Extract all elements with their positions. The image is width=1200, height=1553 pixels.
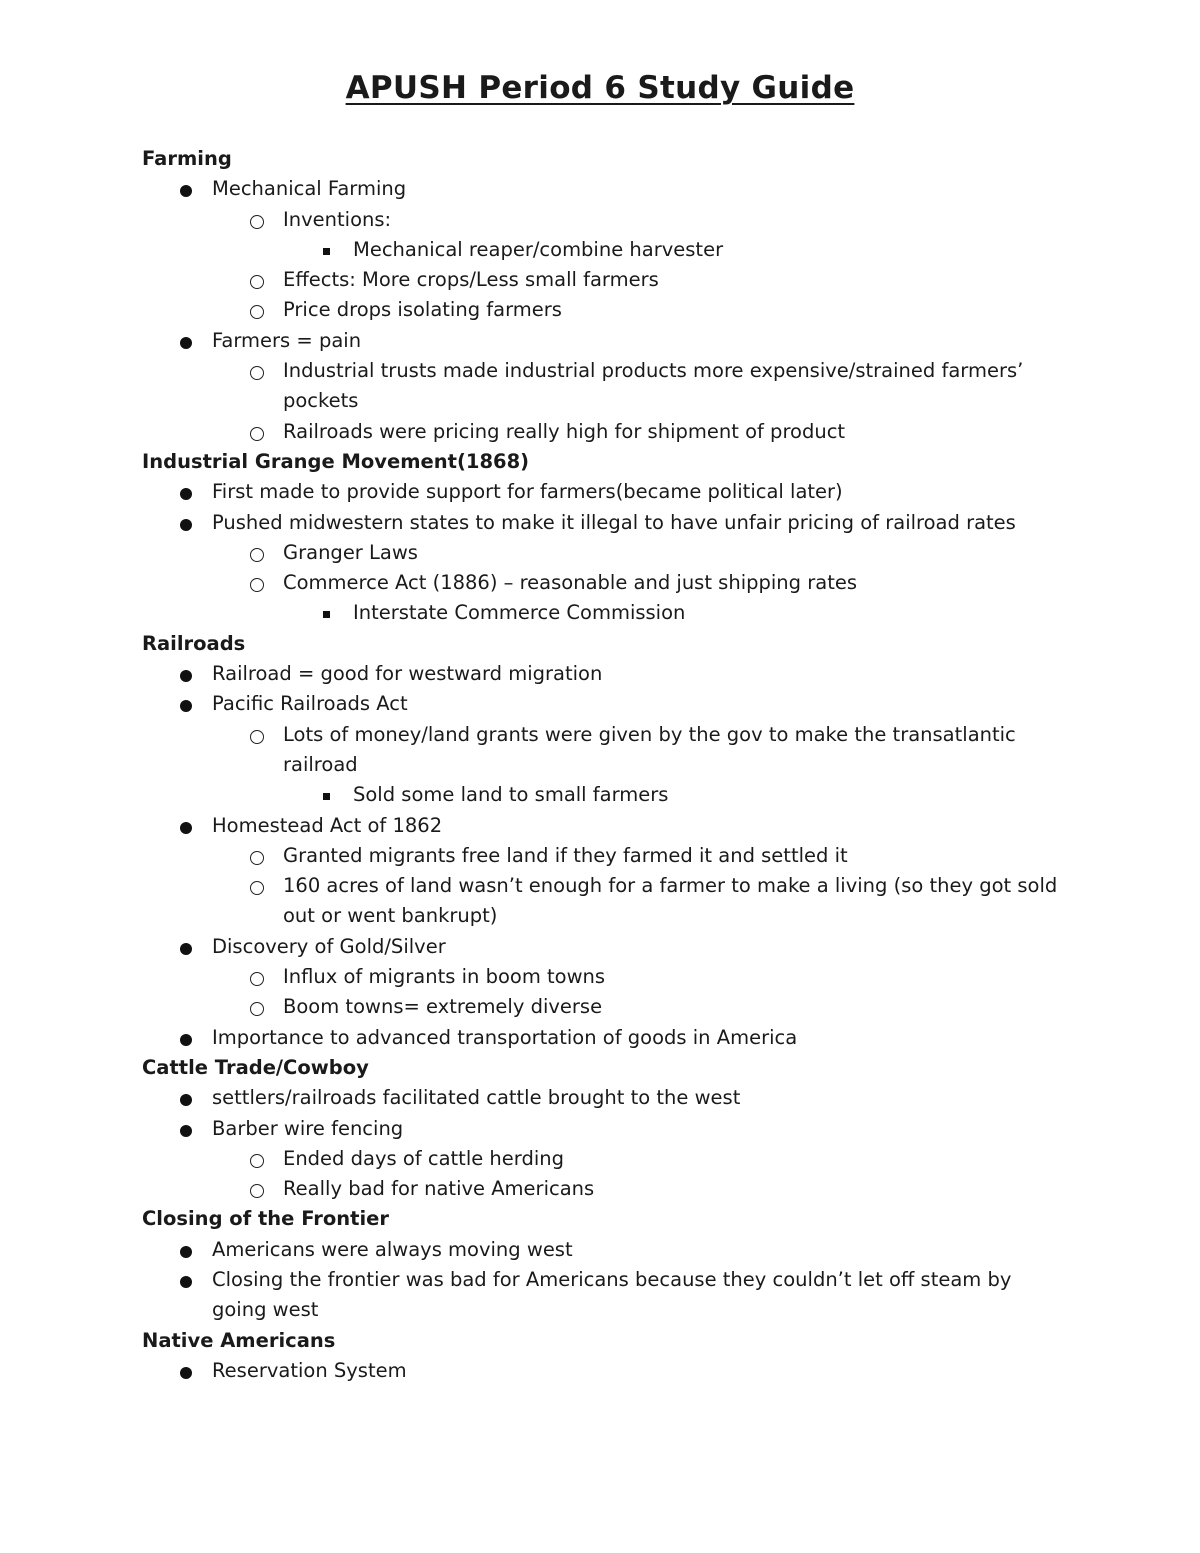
- list-item-text: Sold some land to small farmers: [353, 783, 669, 807]
- filled-circle-bullet-icon: [180, 1276, 192, 1288]
- section-heading: Cattle Trade/Cowboy: [142, 1055, 369, 1079]
- square-bullet-icon: [323, 611, 330, 618]
- list-item-text: Railroads were pricing really high for shipment of product: [283, 419, 846, 443]
- list-item-text: Importance to advanced transportation of goods in America: [212, 1025, 798, 1049]
- list-item-level-2: [142, 841, 1072, 871]
- list-item-level-1: [142, 326, 1072, 356]
- list-item-text: Industrial trusts made industrial products more expensive/strained farmers’ pockets: [283, 359, 1024, 413]
- list-item-text: Granger Laws: [283, 540, 418, 564]
- hollow-circle-bullet-icon: [250, 1184, 264, 1198]
- hollow-circle-bullet-icon: [250, 275, 264, 289]
- list-item-text: Pacific Railroads Act: [212, 692, 408, 716]
- list-item-text: Railroad = good for westward migration: [212, 662, 603, 686]
- filled-circle-bullet-icon: [180, 1367, 192, 1379]
- section-heading: Farming: [142, 147, 232, 170]
- hollow-circle-bullet-icon: [250, 881, 264, 895]
- filled-circle-bullet-icon: [180, 670, 192, 682]
- list-item-text: Mechanical reaper/combine harvester: [353, 237, 724, 261]
- list-item-level-2: [142, 265, 1072, 295]
- list-item-level-2: [142, 295, 1072, 325]
- list-item-text: Homestead Act of 1862: [212, 813, 443, 837]
- document-body: [142, 144, 1072, 1386]
- square-bullet-icon: [323, 793, 330, 800]
- filled-circle-bullet-icon: [180, 185, 192, 197]
- list-item-level-3: [142, 780, 1072, 810]
- section-heading: Industrial Grange Movement(1868): [142, 449, 530, 473]
- filled-circle-bullet-icon: [180, 1125, 192, 1137]
- section-heading: Closing of the Frontier: [142, 1207, 390, 1231]
- list-item-level-2: [142, 962, 1072, 992]
- list-item-level-2: [142, 417, 1072, 447]
- hollow-circle-bullet-icon: [250, 305, 264, 319]
- list-item-text: Inventions:: [283, 207, 392, 231]
- list-item-text: Mechanical Farming: [212, 177, 407, 201]
- hollow-circle-bullet-icon: [250, 366, 264, 380]
- list-item-level-2: [142, 992, 1072, 1022]
- list-item-text: Boom towns= extremely diverse: [283, 995, 603, 1019]
- list-item-text: Reservation System: [212, 1358, 407, 1382]
- list-item-level-2: [142, 205, 1072, 235]
- hollow-circle-bullet-icon: [250, 730, 264, 744]
- list-item-text: Pushed midwestern states to make it illegal to have unfair pricing of railroad rates: [212, 510, 1016, 534]
- list-item-level-1: [142, 932, 1072, 962]
- square-bullet-icon: [323, 248, 330, 255]
- list-item-text: Effects: More crops/Less small farmers: [283, 268, 659, 292]
- list-item-text: Influx of migrants in boom towns: [283, 965, 606, 989]
- filled-circle-bullet-icon: [180, 337, 192, 349]
- list-item-text: Granted migrants free land if they farmed it and settled it: [283, 843, 848, 867]
- list-item-level-1: [142, 1114, 1072, 1144]
- hollow-circle-bullet-icon: [250, 1154, 264, 1168]
- document-title: APUSH Period 6 Study Guide: [345, 70, 855, 106]
- filled-circle-bullet-icon: [180, 1094, 192, 1106]
- section-heading: Railroads: [142, 631, 246, 655]
- list-item-level-1: [142, 1356, 1072, 1386]
- list-item-text: Farmers = pain: [212, 328, 362, 352]
- list-item-level-1: [142, 508, 1072, 538]
- list-item-level-1: [142, 174, 1072, 204]
- list-item-level-1: [142, 477, 1072, 507]
- hollow-circle-bullet-icon: [250, 427, 264, 441]
- list-item-text: Lots of money/land grants were given by the gov to make the transatlantic railroad: [283, 722, 1016, 776]
- filled-circle-bullet-icon: [180, 943, 192, 955]
- filled-circle-bullet-icon: [180, 519, 192, 531]
- list-item-level-1: [142, 1235, 1072, 1265]
- list-item-text: settlers/railroads facilitated cattle brought to the west: [212, 1086, 741, 1110]
- filled-circle-bullet-icon: [180, 488, 192, 500]
- list-item-level-2: [142, 356, 1072, 417]
- hollow-circle-bullet-icon: [250, 851, 264, 865]
- list-item-level-2: [142, 538, 1072, 568]
- hollow-circle-bullet-icon: [250, 215, 264, 229]
- hollow-circle-bullet-icon: [250, 1002, 264, 1016]
- filled-circle-bullet-icon: [180, 1246, 192, 1258]
- list-item-level-2: [142, 720, 1072, 781]
- list-item-level-3: [142, 235, 1072, 265]
- list-item-level-2: [142, 1144, 1072, 1174]
- list-item-level-1: [142, 1265, 1072, 1326]
- list-item-level-1: [142, 811, 1072, 841]
- hollow-circle-bullet-icon: [250, 548, 264, 562]
- hollow-circle-bullet-icon: [250, 578, 264, 592]
- list-item-text: Discovery of Gold/Silver: [212, 934, 446, 958]
- list-item-level-2: [142, 871, 1072, 932]
- hollow-circle-bullet-icon: [250, 972, 264, 986]
- list-item-level-1: [142, 659, 1072, 689]
- list-item-text: Barber wire fencing: [212, 1116, 404, 1140]
- filled-circle-bullet-icon: [180, 822, 192, 834]
- list-item-text: Closing the frontier was bad for Americans because they couldn’t let off steam by going west: [212, 1267, 1012, 1322]
- list-item-level-2: [142, 568, 1072, 598]
- list-item-text: 160 acres of land wasn’t enough for a farmer to make a living (so they got sold out or went bankrupt): [283, 874, 1058, 928]
- list-item-level-3: [142, 598, 1072, 628]
- list-item-text: Interstate Commerce Commission: [353, 601, 686, 625]
- list-item-text: First made to provide support for farmers(became political later): [212, 480, 843, 504]
- list-item-text: Really bad for native Americans: [283, 1177, 595, 1201]
- section-heading: Native Americans: [142, 1328, 336, 1352]
- list-item-level-1: [142, 689, 1072, 719]
- list-item-text: Commerce Act (1886) – reasonable and just shipping rates: [283, 571, 857, 595]
- filled-circle-bullet-icon: [180, 700, 192, 712]
- list-item-level-1: [142, 1083, 1072, 1113]
- list-item-level-2: [142, 1174, 1072, 1204]
- list-item-text: Americans were always moving west: [212, 1237, 573, 1261]
- filled-circle-bullet-icon: [180, 1034, 192, 1046]
- list-item-text: Ended days of cattle herding: [283, 1146, 564, 1170]
- list-item-text: Price drops isolating farmers: [283, 298, 562, 322]
- list-item-level-1: [142, 1023, 1072, 1053]
